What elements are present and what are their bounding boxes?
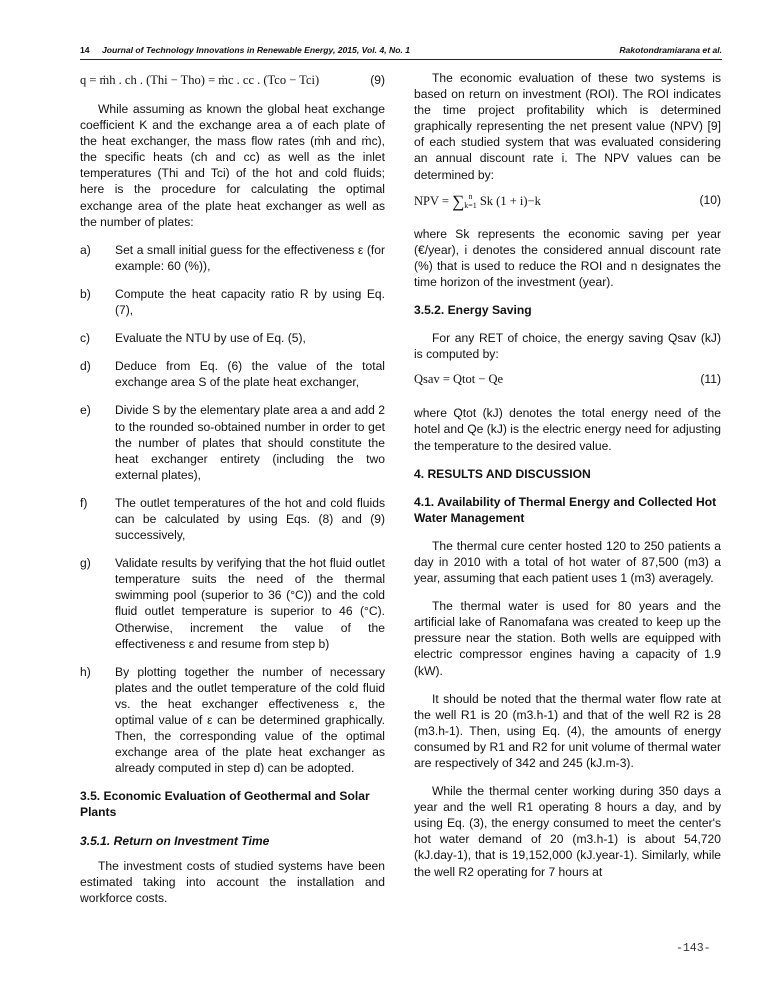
equation-9 [80,70,385,92]
equation-9-number: (9) [370,73,385,87]
page-footer-number: -143- [676,942,711,955]
step-d [80,358,385,390]
step-e [80,402,385,482]
step-text: Deduce from Eq. (6) the value of the total exchange area S of the plate heat exchanger, [115,359,385,390]
summation-symbol: ∑ [452,191,465,211]
roi-paragraph: The economic evaluation of these two systems is based on return on investment (ROI). The ROI indicates the time project profitability which is determined graphically representing the net present value (NPV) [9] of each studied system that was evaluated considering an annual discount rate i. The NPV values can be determined by: [414,71,721,182]
flow-rate-paragraph: It should be noted that the thermal water flow rate at the well R1 is 20 (m3.h-1) and that of the well R2 is 28 (m3.h-1). Then, using Eq. (4), the amounts of energy consumed by R1 and R2 for unit volume of thermal water are respectively of 342 and 245 (kJ.m-3). [414,691,721,770]
left-column [80,70,385,906]
header-authors: Rakotondramiarana et al. [619,45,722,55]
procedure-intro-paragraph: While assuming as known the global heat exchange coefficient K and the exchange area a of each plate of the heat exchanger, the mass flow rates (ṁh and ṁc), the specific heats (ch and cc) as well as the inlet temperatures (Thi and Tci) of the hot and cold fluids; here is the procedure for calculating the optimal exchange area of the plate heat exchanger as well as the number of plates: [80,102,385,229]
sum-lower-limit: k=1 [464,200,477,210]
section-3-5-2-heading: 3.5.2. Energy Saving [414,303,532,318]
step-text: The outlet temperatures of the hot and cold fluids can be calculated by using Eqs. (8) and (9) successively, [115,495,385,543]
section-3-5-heading: 3.5. Economic Evaluation of Geothermal and Solar Plants [80,789,370,820]
equation-10 [414,183,721,217]
investment-costs-paragraph: The investment costs of studied systems have been estimated taking into account the installation and workforce costs. [80,858,385,905]
step-label: h) [80,664,91,679]
equation-11-number: (11) [700,372,721,387]
npv-definition-paragraph: where Sk represents the economic saving per year (€/year), i denotes the considered annual discount rate (%) that is used to reduce the ROI and n designates the time horizon of the investment (year). [414,226,721,289]
step-label: f) [80,495,88,510]
step-label: g) [80,556,91,571]
section-4-1-heading: 4.1. Availability of Thermal Energy and Collected Hot Water Management [414,494,717,525]
section-4-heading: 4. RESULTS AND DISCUSSION [414,466,591,481]
step-b [80,286,385,318]
step-label: c) [80,331,91,346]
step-c [80,330,385,346]
running-header [80,44,722,60]
equation-11 [414,362,721,396]
right-column [414,70,721,880]
step-label: a) [80,242,91,257]
cure-center-paragraph: The thermal cure center hosted 120 to 250 patients a day in 2010 with a total of hot water of 87,500 (m3) a year, assuming that each patient uses 1 (m3) averagely. [414,538,721,586]
header-journal-title: Journal of Technology Innovations in Renewable Energy, 2015, Vol. 4, No. 1 [102,45,411,55]
equation-11-formula: Qsav = Qtot − Qe [414,372,504,387]
step-a [80,242,385,274]
qtot-definition-paragraph: where Qtot (kJ) denotes the total energy need of the hotel and Qe (kJ) is the electric energy need for adjusting the temperature to the desired value. [414,406,721,453]
equation-10-lhs: NPV = [414,193,449,208]
step-label: b) [80,286,91,301]
energy-saving-paragraph: For any RET of choice, the energy saving Qsav (kJ) is computed by: [414,331,721,362]
section-3-5-1-heading: 3.5.1. Return on Investment Time [80,833,270,848]
step-g [80,555,385,652]
energy-consumed-paragraph: While the thermal center working during 350 days a year and the well R1 operating 8 hours a day, and by using Eq. (3), the energy consumed to meet the center's hot water demand of 20 (m3.h-1) is about 54,720 (kJ.day-1), that is 19,152,000 (kJ.year-1). Similarly, while the well R2 operating for 7 hours at [414,784,721,879]
equation-10-number: (10) [699,192,721,207]
step-h [80,664,385,777]
step-label: e) [80,403,91,418]
equation-9-formula: q = ṁh . ch . (Thi − Tho) = ṁc . cc . (Tco − Tci) [80,73,320,87]
step-text: Validate results by verifying that the hot fluid outlet temperature suits the need of the thermal swimming pool (superior to 36 (°C)) and the cold fluid outlet temperature is superior to 46 (°C). Otherwise, increment the value of the effectiveness ε and resume from step b) [115,556,385,651]
step-text: By plotting together the number of necessary plates and the outlet temperature of the cold fluid vs. the heat exchanger effectiveness ε, the optimal value of ε can be determined graphically. Then, the corresponding value of the optimal exchange area of the plate heat exchanger as already computed in step d) can be adopted. [115,664,385,776]
step-text: Evaluate the NTU by use of Eq. (5), [115,331,306,346]
equation-10-rhs: Sk (1 + i)−k [479,193,541,208]
step-text: Compute the heat capacity ratio R by using Eq. (7), [115,286,385,318]
equation-10-formula [414,192,541,211]
step-label: d) [80,359,91,374]
step-f [80,495,385,543]
sum-upper-limit: n [468,191,473,201]
step-text: Divide S by the elementary plate area a and add 2 to the rounded so-obtained number in order to get the number of plates that should constitute the heat exchanger entirety (including the two external plates), [115,403,385,482]
thermal-water-paragraph: The thermal water is used for 80 years and the artificial lake of Ranomafana was created to keep up the pressure near the station. Both wells are equipped with electric compressor engines having a capacity of 1.9 (kW). [414,599,721,678]
header-page-number: 14 [80,45,90,55]
step-text: Set a small initial guess for the effectiveness ε (for example: 60 (%)), [115,242,385,273]
